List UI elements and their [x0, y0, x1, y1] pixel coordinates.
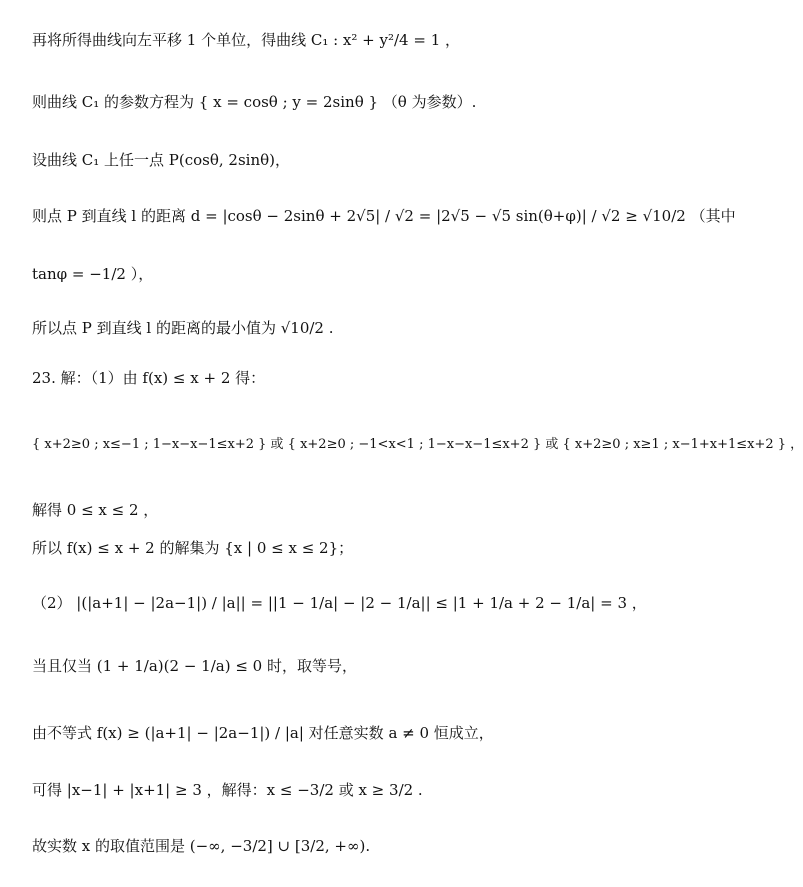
text-line-7: 23. 解：（1）由 f(x) ≤ x + 2 得：: [32, 369, 266, 387]
text-line-3: 设曲线 C₁ 上任一点 P(cosθ, 2sinθ)，: [32, 151, 291, 169]
text-line-9: 解得 0 ≤ x ≤ 2 ，: [32, 501, 159, 519]
text-line-11: （2） |(|a+1| − |2a−1|) / |a|| = ||1 − 1/a| − |2 − 1/a|| ≤ |1 + 1/a + 2 − 1/a| = 3 ，: [32, 594, 647, 612]
text-line-6: 所以点 P 到直线 l 的距离的最小值为 √10/2 .: [32, 319, 334, 337]
text-line-1: 再将所得曲线向左平移 1 个单位，得曲线 C₁ : x² + y²/4 = 1 ，: [32, 31, 461, 49]
text-line-8: { x+2≥0 ; x≤−1 ; 1−x−x−1≤x+2 } 或 { x+2≥0 ; −1<x<1 ; 1−x−x−1≤x+2 } 或 { x+2≥0 ; x≥1 ; x−1+x+1≤x+2 } ，: [32, 437, 803, 452]
text-line-10: 所以 f(x) ≤ x + 2 的解集为 {x | 0 ≤ x ≤ 2}；: [32, 539, 354, 557]
text-line-4: 则点 P 到直线 l 的距离 d = |cosθ − 2sinθ + 2√5| / √2 = |2√5 − √5 sin(θ+φ)| / √2 ≥ √10/2 （其中: [32, 207, 736, 225]
text-line-14: 可得 |x−1| + |x+1| ≥ 3 ，解得：x ≤ −3/2 或 x ≥ 3/2 .: [32, 781, 423, 799]
text-line-13: 由不等式 f(x) ≥ (|a+1| − |2a−1|) / |a| 对任意实数 a ≠ 0 恒成立，: [32, 724, 494, 742]
text-line-2: 则曲线 C₁ 的参数方程为 { x = cosθ ; y = 2sinθ } （θ 为参数）.: [32, 93, 477, 111]
text-line-15: 故实数 x 的取值范围是 (−∞, −3/2] ∪ [3/2, +∞).: [32, 837, 371, 855]
text-line-12: 当且仅当 (1 + 1/a)(2 − 1/a) ≤ 0 时，取等号，: [32, 657, 357, 675]
text-line-5: tanφ = −1/2 ），: [32, 265, 154, 283]
